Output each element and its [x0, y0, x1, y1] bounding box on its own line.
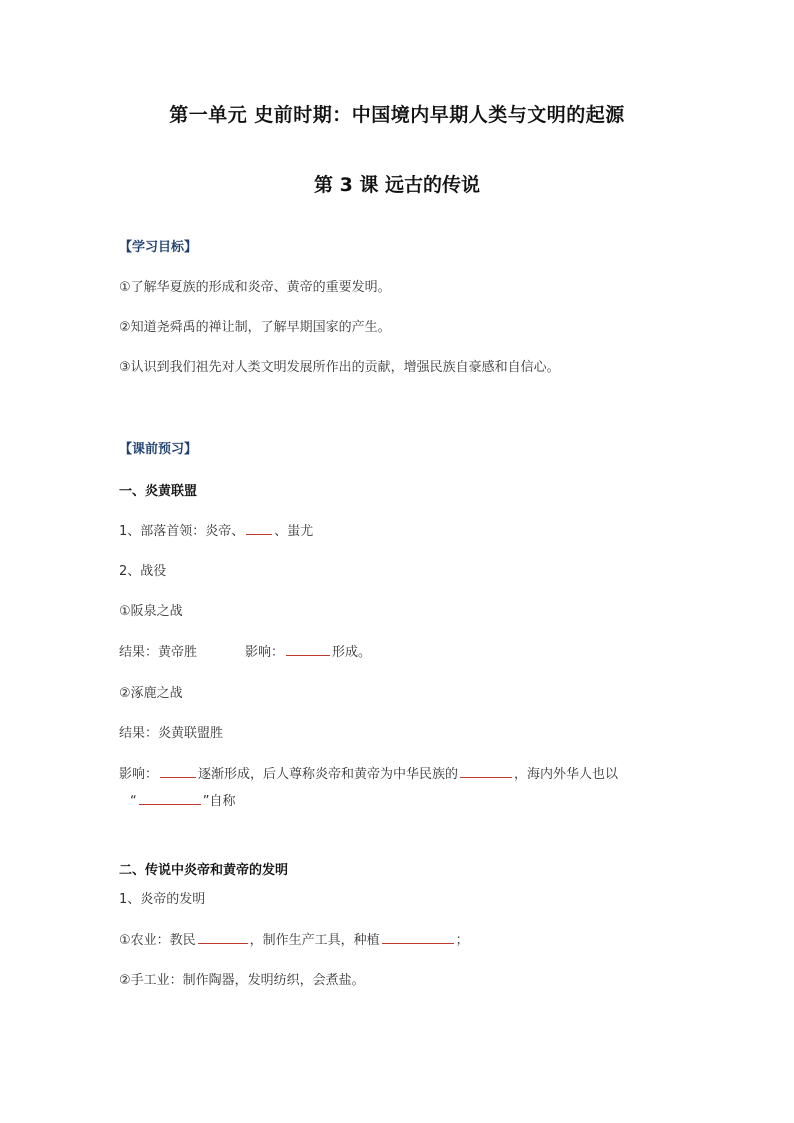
fill-blank-battle2-nation[interactable]: [160, 764, 196, 778]
agri-mid: ，制作生产工具，种植: [249, 933, 380, 948]
quote-close-suffix: ”自称: [202, 794, 236, 809]
objectives-heading: 【学习目标】: [119, 240, 198, 255]
fill-blank-battle1-impact[interactable]: [286, 642, 330, 656]
agri-suffix: ；: [455, 933, 469, 948]
fill-blank-agri-plant[interactable]: [382, 930, 454, 944]
fill-blank-self-name[interactable]: [139, 791, 201, 805]
objective-item-2: ②知道尧舜禹的禅让制，了解早期国家的产生。: [119, 320, 391, 335]
handicraft-line: ②手工业：制作陶器，发明纺织，会煮盐。: [119, 973, 365, 988]
fill-blank-ancestor[interactable]: [460, 764, 512, 778]
agriculture-line: [119, 929, 469, 948]
quote-open: “: [130, 794, 137, 809]
lesson-title: 第 3 课 远古的传说: [313, 174, 481, 196]
battle2-name: ②涿鹿之战: [119, 686, 183, 701]
leaders-line: [119, 520, 313, 539]
unit-title: 第一单元 史前时期：中国境内早期人类与文明的起源: [169, 104, 625, 126]
objective-item-1: ①了解华夏族的形成和炎帝、黄帝的重要发明。: [119, 280, 391, 295]
battle1-impact-prefix: 影响：: [245, 645, 285, 660]
battle2-impact-suffix: ，海内外华人也以: [514, 767, 619, 782]
battle1-result-line: [119, 641, 371, 660]
leaders-suffix: 、蚩尤: [274, 524, 314, 539]
preview-heading: 【课前预习】: [119, 442, 198, 457]
agri-prefix: ①农业：教民: [119, 933, 196, 948]
battle1-name: ①阪泉之战: [119, 604, 183, 619]
objective-item-3: ③认识到我们祖先对人类文明发展所作出的贡献，增强民族自豪感和自信心。: [119, 360, 560, 375]
part2-sub1: 1、炎帝的发明: [119, 892, 206, 907]
leaders-prefix: 1、部落首领：炎帝、: [119, 524, 245, 539]
fill-blank-agri-teach[interactable]: [198, 930, 248, 944]
battle2-impact-mid: 逐渐形成，后人尊称炎帝和黄帝为中华民族的: [198, 767, 459, 782]
battle2-impact-line2: [130, 790, 236, 809]
fill-blank-leader[interactable]: [246, 521, 272, 535]
battle2-impact-prefix: 影响：: [119, 767, 159, 782]
part1-title: 一、炎黄联盟: [119, 484, 198, 499]
battle2-impact-line: [119, 763, 618, 782]
battle1-result: 结果：黄帝胜: [119, 645, 198, 660]
battle1-impact-suffix: 形成。: [332, 645, 372, 660]
battles-label: 2、战役: [119, 564, 167, 579]
battle2-result: 结果：炎黄联盟胜: [119, 726, 224, 741]
part2-title: 二、传说中炎帝和黄帝的发明: [119, 863, 289, 878]
